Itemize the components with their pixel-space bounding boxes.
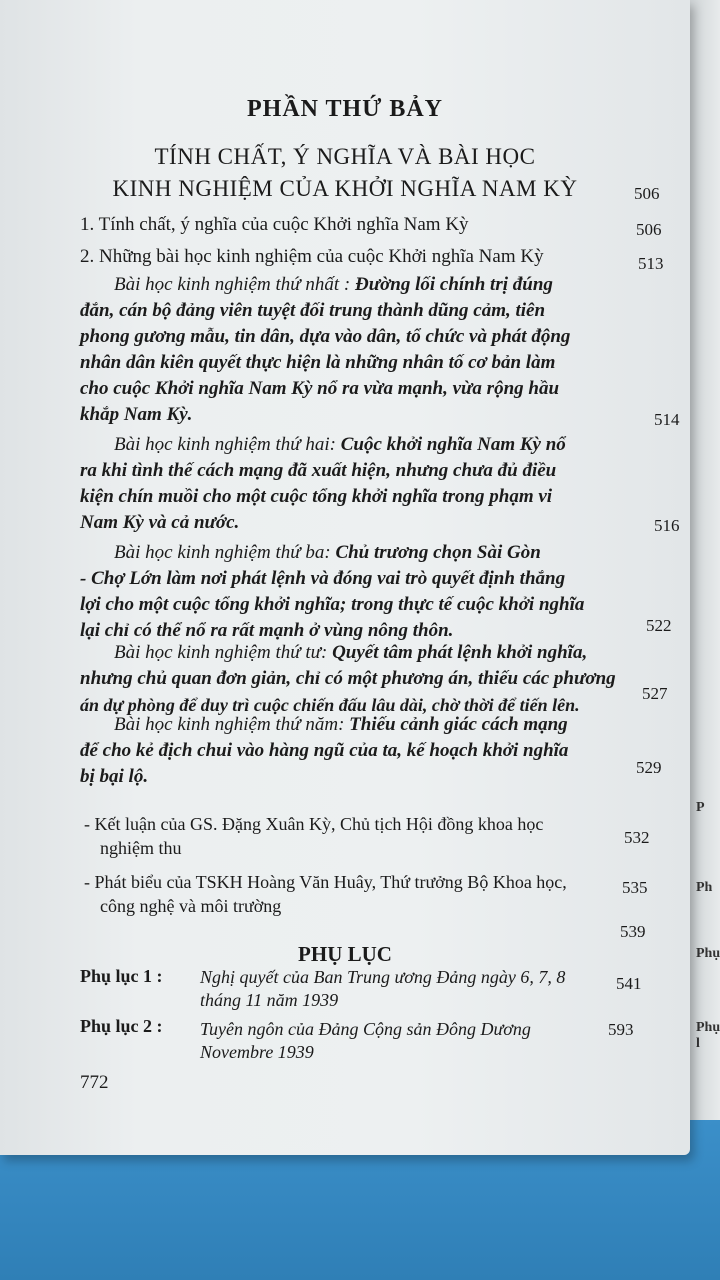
side-label: Phụ l (696, 1020, 720, 1051)
lesson-4: Bài học kinh nghiệm thứ tư: Quyết tâm phát lệnh khởi nghĩa, nhưng chủ quan đơn giản, chỉ có một phương án, thiếu các phương án dự phòng để duy trì cuộc chiến đấu lâu dài, chờ thời để tiến lên. (80, 642, 616, 715)
lesson-text: Quyết tâm phát lệnh khởi nghĩa, (332, 642, 588, 663)
lesson-page: 514 (654, 410, 680, 429)
lesson-label: Bài học kinh nghiệm thứ ba: (114, 542, 331, 563)
lesson-text: Đường lối chính trị đúng (354, 274, 553, 295)
page-number: 772 (80, 1072, 109, 1093)
section-title-line1: TÍNH CHẤT, Ý NGHĨA VÀ BÀI HỌC (154, 144, 536, 169)
toc-item-page: 513 (638, 254, 664, 273)
section-page-number: 506 (634, 184, 660, 203)
conclusion-item: - Kết luận của GS. Đặng Xuân Kỳ, Chủ tịch Hội đồng khoa học nghiệm thu (84, 814, 544, 858)
conclusion-page: 532 (624, 828, 650, 847)
toc-item-page: 506 (636, 220, 662, 239)
lesson-2: Bài học kinh nghiệm thứ hai: Cuộc khởi nghĩa Nam Kỳ nổ ra khi tình thế cách mạng đã xuất hiện, nhưng chưa đủ điều kiện chín muồi cho một cuộc tổng khởi nghĩa trong phạm vi Nam Kỳ và cả nước. (80, 434, 566, 533)
lesson-label: Bài học kinh nghiệm thứ nhất : (114, 274, 351, 295)
appendix-entry-page: 541 (616, 974, 642, 993)
appendix-label: Phụ lục 2 : (80, 1016, 163, 1036)
speech-item: - Phát biểu của TSKH Hoàng Văn Huây, Thứ trưởng Bộ Khoa học, công nghệ và môi trường (84, 872, 567, 916)
toc-item: 1. Tính chất, ý nghĩa của cuộc Khởi nghĩa Nam Kỳ (80, 214, 469, 235)
side-label: Phụ (696, 946, 720, 961)
toc-item: 2. Những bài học kinh nghiệm của cuộc Khởi nghĩa Nam Kỳ (80, 246, 544, 267)
part-title: PHẦN THỨ BẢY (246, 96, 443, 122)
appendix-entry: Nghị quyết của Ban Trung ương Đảng ngày 6, 7, 8 tháng 11 năm 1939 (200, 967, 566, 1010)
side-label: P (696, 800, 705, 815)
adjacent-page-edge (690, 0, 720, 1120)
lesson-text: Chủ trương chọn Sài Gòn (335, 542, 541, 563)
lesson-3: Bài học kinh nghiệm thứ ba: Chủ trương chọn Sài Gòn - Chợ Lớn làm nơi phát lệnh và đóng vai trò quyết định thắng lợi cho một cuộc tổng khởi nghĩa; trong thực tế cuộc khởi nghĩa lại chỉ có thể nổ ra rất mạnh ở vùng nông thôn. (80, 542, 585, 641)
appendix-title: PHỤ LỤC (298, 942, 392, 966)
appendix-entry-page: 593 (608, 1020, 634, 1039)
lesson-page: 516 (654, 516, 680, 535)
lesson-1: Bài học kinh nghiệm thứ nhất : Đường lối chính trị đúng đắn, cán bộ đảng viên tuyệt đối trung thành dũng cảm, tiên phong gương mẫu, tin dân, dựa vào dân, tổ chức và phát động nhân dân kiên quyết thực hiện là những nhân tố cơ bản làm cho cuộc Khởi nghĩa Nam Kỳ nổ ra vừa mạnh, vừa rộng hầu khắp Nam Kỳ. (80, 274, 571, 425)
appendix-label: Phụ lục 1 : (80, 966, 163, 986)
lesson-label: Bài học kinh nghiệm thứ tư: (114, 642, 328, 663)
lesson-page: 529 (636, 758, 662, 777)
lesson-text: Thiếu cảnh giác cách mạng (349, 714, 568, 735)
side-label: Ph (696, 880, 713, 895)
appendix-entry: Tuyên ngôn của Đảng Cộng sản Đông Dương Novembre 1939 (200, 1019, 531, 1062)
lesson-text: Cuộc khởi nghĩa Nam Kỳ nổ (340, 434, 566, 455)
lesson-label: Bài học kinh nghiệm thứ hai: (114, 434, 336, 455)
lesson-5: Bài học kinh nghiệm thứ năm: Thiếu cảnh giác cách mạng để cho kẻ địch chui vào hàng ngũ của ta, kế hoạch khởi nghĩa bị bại lộ. (80, 714, 569, 787)
appendix-page: 539 (620, 922, 646, 941)
section-title-line2: KINH NGHIỆM CỦA KHỞI NGHĨA NAM KỲ (112, 176, 578, 201)
speech-page: 535 (622, 878, 648, 897)
lesson-page: 527 (642, 684, 668, 703)
lesson-label: Bài học kinh nghiệm thứ năm: (114, 714, 345, 735)
lesson-page: 522 (646, 616, 672, 635)
